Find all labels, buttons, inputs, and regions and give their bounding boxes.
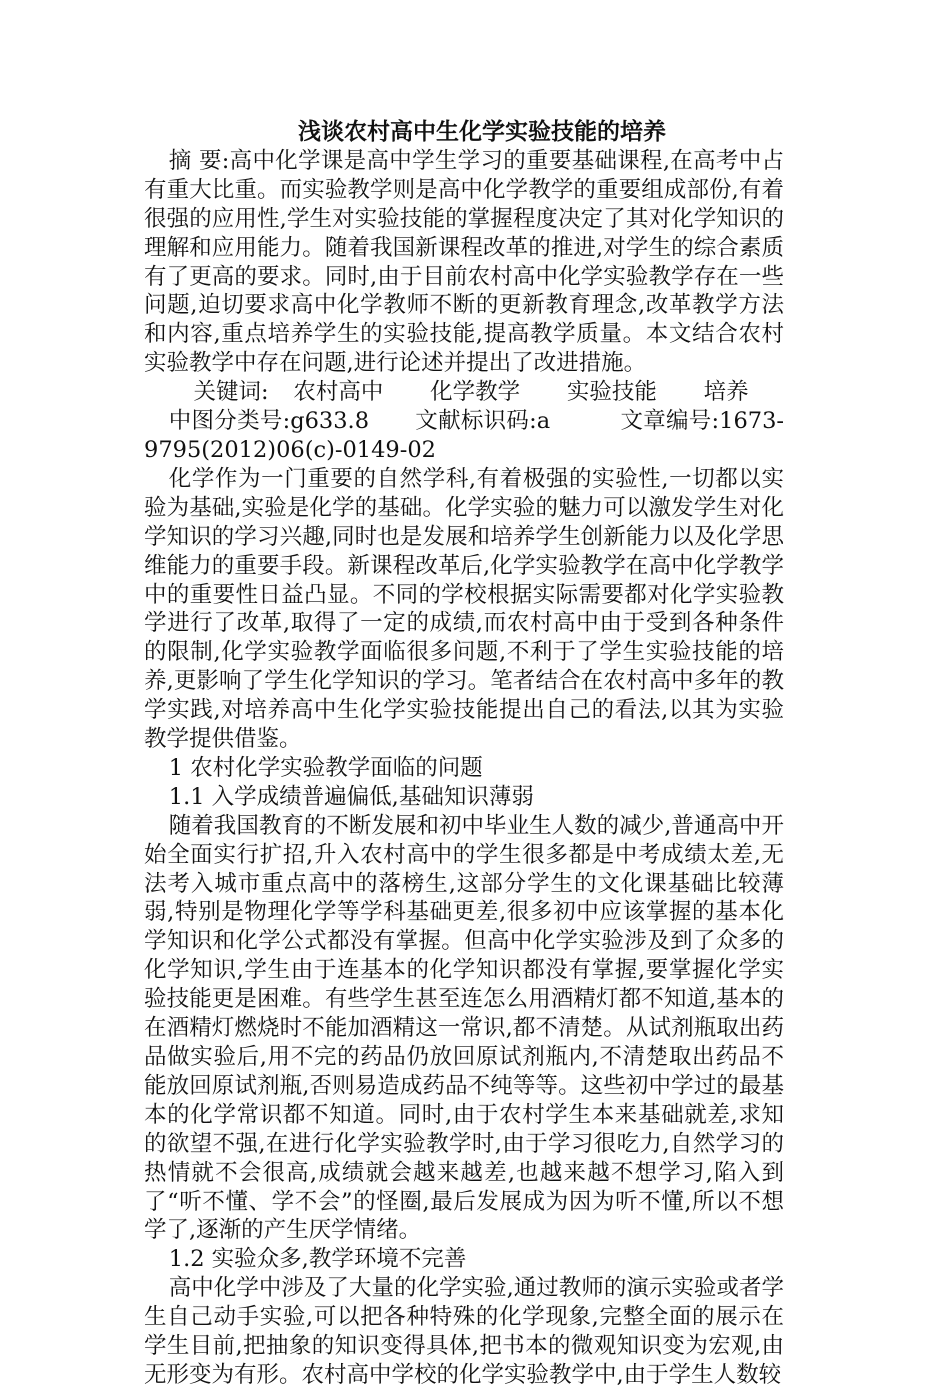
- keywords-line: [144, 378, 784, 407]
- intro-paragraph: 化学作为一门重要的自然学科,有着极强的实验性,一切都以实验为基础,实验是化学的基础。化学实验的魅力可以激发学生对化学知识的学习兴趣,同时也是发展和培养学生创新能力以及化学思维能力的重要手段。新课程改革后,化学实验教学在高中化学教学中的重要性日益凸显。不同的学校根据实际需要都对化学实验教学进行了改革,取得了一定的成绩,而农村高中由于受到各种条件的限制,化学实验教学面临很多问题,不利于了学生实验技能的培养,更影响了学生化学知识的学习。笔者结合在农村高中多年的教学实践,对培养高中生化学实验技能提出自己的看法,以其为实验教学提供借鉴。: [144, 465, 784, 753]
- section-1-heading: 1 农村化学实验教学面临的问题: [168, 754, 483, 781]
- document-title: 浅谈农村高中生化学实验技能的培养: [298, 119, 666, 145]
- document-code: 文献标识码:a: [415, 408, 551, 435]
- abstract-paragraph: 摘 要:高中化学课是高中学生学习的重要基础课程,在高考中占有重大比重。而实验教学则是高中化学教学的重要组成部份,有着很强的应用性,学生对实验技能的掌握程度决定了其对化学知识的理解和应用能力。随着我国新课程改革的推进,对学生的综合素质有了更高的要求。同时,由于目前农村高中化学实验教学存在一些问题,迫切要求高中化学教师不断的更新教育理念,改革教学方法和内容,重点培养学生的实验技能,提高教学质量。本文结合农村实验教学中存在问题,进行论述并提出了改进措施。: [144, 147, 784, 377]
- section-1-2-heading: 1.2 实验众多,教学环境不完善: [168, 1246, 467, 1273]
- keyword-item: 化学教学: [430, 379, 521, 406]
- keyword-item: 农村高中: [293, 379, 384, 406]
- keyword-item: 培养: [703, 379, 749, 406]
- keyword-item: 实验技能: [566, 379, 657, 406]
- document-page: [144, 118, 784, 1390]
- section-1-2-body: 高中化学中涉及了大量的化学实验,通过教师的演示实验或者学生自己动手实验,可以把各种特殊的化学现象,完整全面的展示在学生目前,把抽象的知识变得具体,把书本的微观知识变为宏观,由无形变为有形。农村高中学校的化学实验教学中,由于学生人数较: [144, 1275, 784, 1388]
- section-1-1-body: 随着我国教育的不断发展和初中毕业生人数的减少,普通高中开始全面实行扩招,升入农村高中的学生很多都是中考成绩太差,无法考入城市重点高中的落榜生,这部分学生的文化课基础比较薄弱,特别是物理化学等学科基础更差,很多初中应该掌握的基本化学知识和化学公式都没有掌握。但高中化学实验涉及到了众多的化学知识,学生由于连基本的化学知识都没有掌握,要掌握化学实验技能更是困难。有些学生甚至连怎么用酒精灯都不知道,基本的在酒精灯燃烧时不能加酒精这一常识,都不清楚。从试剂瓶取出药品做实验后,用不完的药品仍放回原试剂瓶内,不清楚取出药品不能放回原试剂瓶,否则易造成药品不纯等等。这些初中学过的最基本的化学常识都不知道。同时,由于农村学生本来基础就差,求知的欲望不强,在进行化学实验教学时,由于学习很吃力,自然学习的热情就不会很高,成绩就会越来越差,也越来越不想学习,陷入到了“听不懂、学不会”的怪圈,最后发展成为因为听不懂,所以不想学了,逐渐的产生厌学情绪。: [144, 812, 784, 1244]
- classification-line: [144, 407, 784, 465]
- clc-number: 中图分类号:g633.8: [168, 408, 370, 435]
- section-1-1-heading: 1.1 入学成绩普遍偏低,基础知识薄弱: [168, 783, 534, 810]
- article-number: 文章编号:1673-9795(2012)06(c)-0149-02: [144, 408, 785, 463]
- keywords-label: 关键词:: [193, 379, 269, 406]
